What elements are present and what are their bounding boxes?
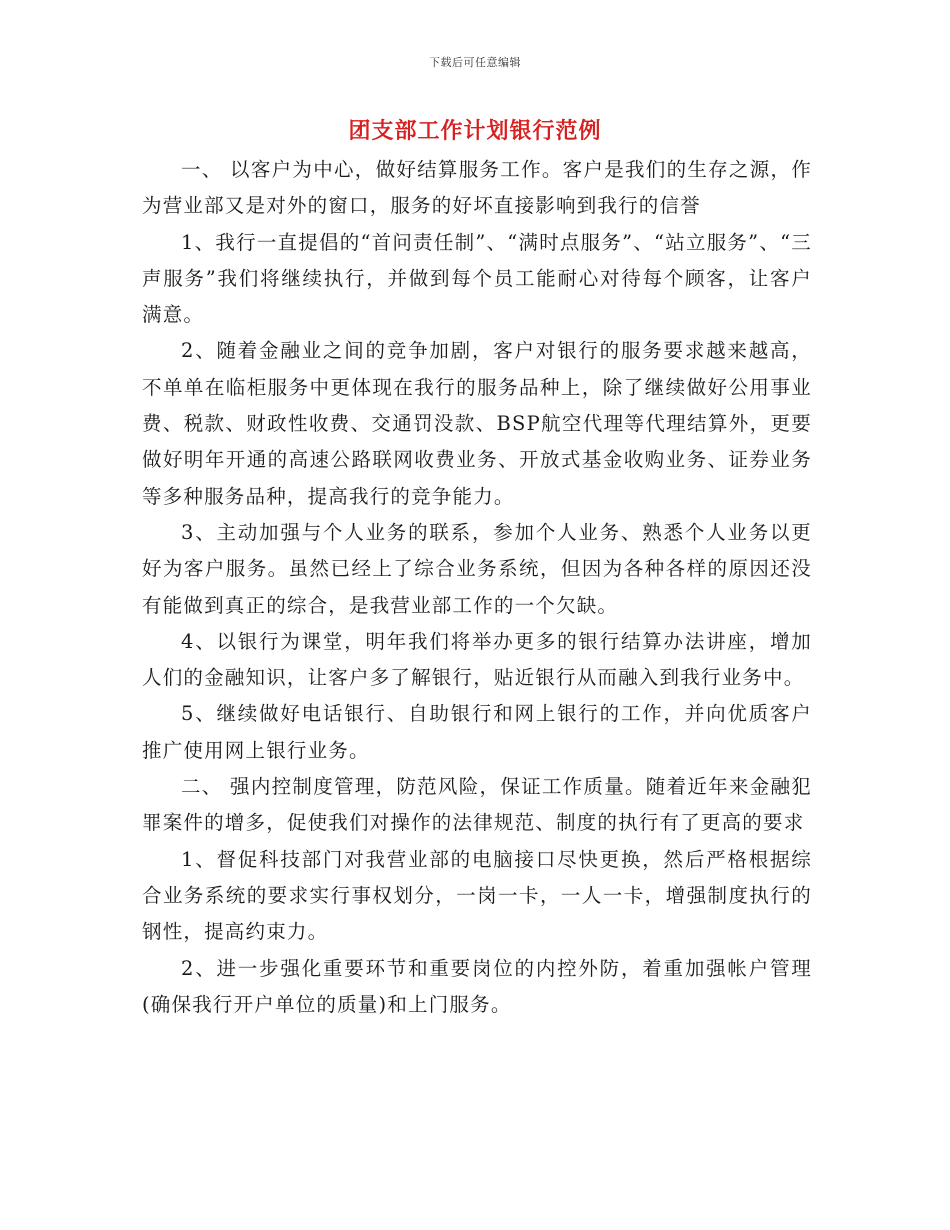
paragraph-section-1-intro: 一、 以客户为中心，做好结算服务工作。客户是我们的生存之源，作为营业部又是对外的窗口，服务的好坏直接影响到我行的信誉 [142,158,812,218]
paragraph-1-1: 1、我行一直提倡的“首问责任制”、“满时点服务”、“站立服务”、“三声服务”我们将继续执行，并做到每个员工能耐心对待每个顾客，让客户满意。 [142,230,812,327]
paragraph-1-3: 3、主动加强与个人业务的联系，参加个人业务、熟悉个人业务以更好为客户服务。虽然已经上了综合业务系统，但因为各种各样的原因还没有能做到真正的综合，是我营业部工作的一个欠缺。 [142,520,812,617]
document-body [142,152,812,1023]
header-note: 下载后可任意编辑 [429,56,521,69]
paragraph-2-1: 1、督促科技部门对我营业部的电脑接口尽快更换，然后严格根据综合业务系统的要求实行事权划分，一岗一卡，一人一卡，增强制度执行的钢性，提高约束力。 [142,847,812,944]
paragraph-section-2-intro: 二、 强内控制度管理，防范风险，保证工作质量。随着近年来金融犯罪案件的增多，促使我们对操作的法律规范、制度的执行有了更高的要求 [142,775,812,835]
paragraph-2-2: 2、进一步强化重要环节和重要岗位的内控外防，着重加强帐户管理(确保我行开户单位的质量)和上门服务。 [142,956,812,1016]
paragraph-1-4: 4、以银行为课堂，明年我们将举办更多的银行结算办法讲座，增加人们的金融知识，让客户多了解银行，贴近银行从而融入到我行业务中。 [142,629,812,690]
paragraph-1-2: 2、随着金融业之间的竞争加剧，客户对银行的服务要求越来越高，不单单在临柜服务中更体现在我行的服务品种上，除了继续做好公用事业费、税款、财政性收费、交通罚没款、BSP航空代理等代理结算外，更要做好明年开通的高速公路联网收费业务、开放式基金收购业务、证券业务等多种服务品种，提高我行的竞争能力。 [142,339,812,508]
document-title: 团支部工作计划银行范例 [348,118,602,144]
paragraph-1-5: 5、继续做好电话银行、自助银行和网上银行的工作，并向优质客户推广使用网上银行业务。 [142,702,812,762]
